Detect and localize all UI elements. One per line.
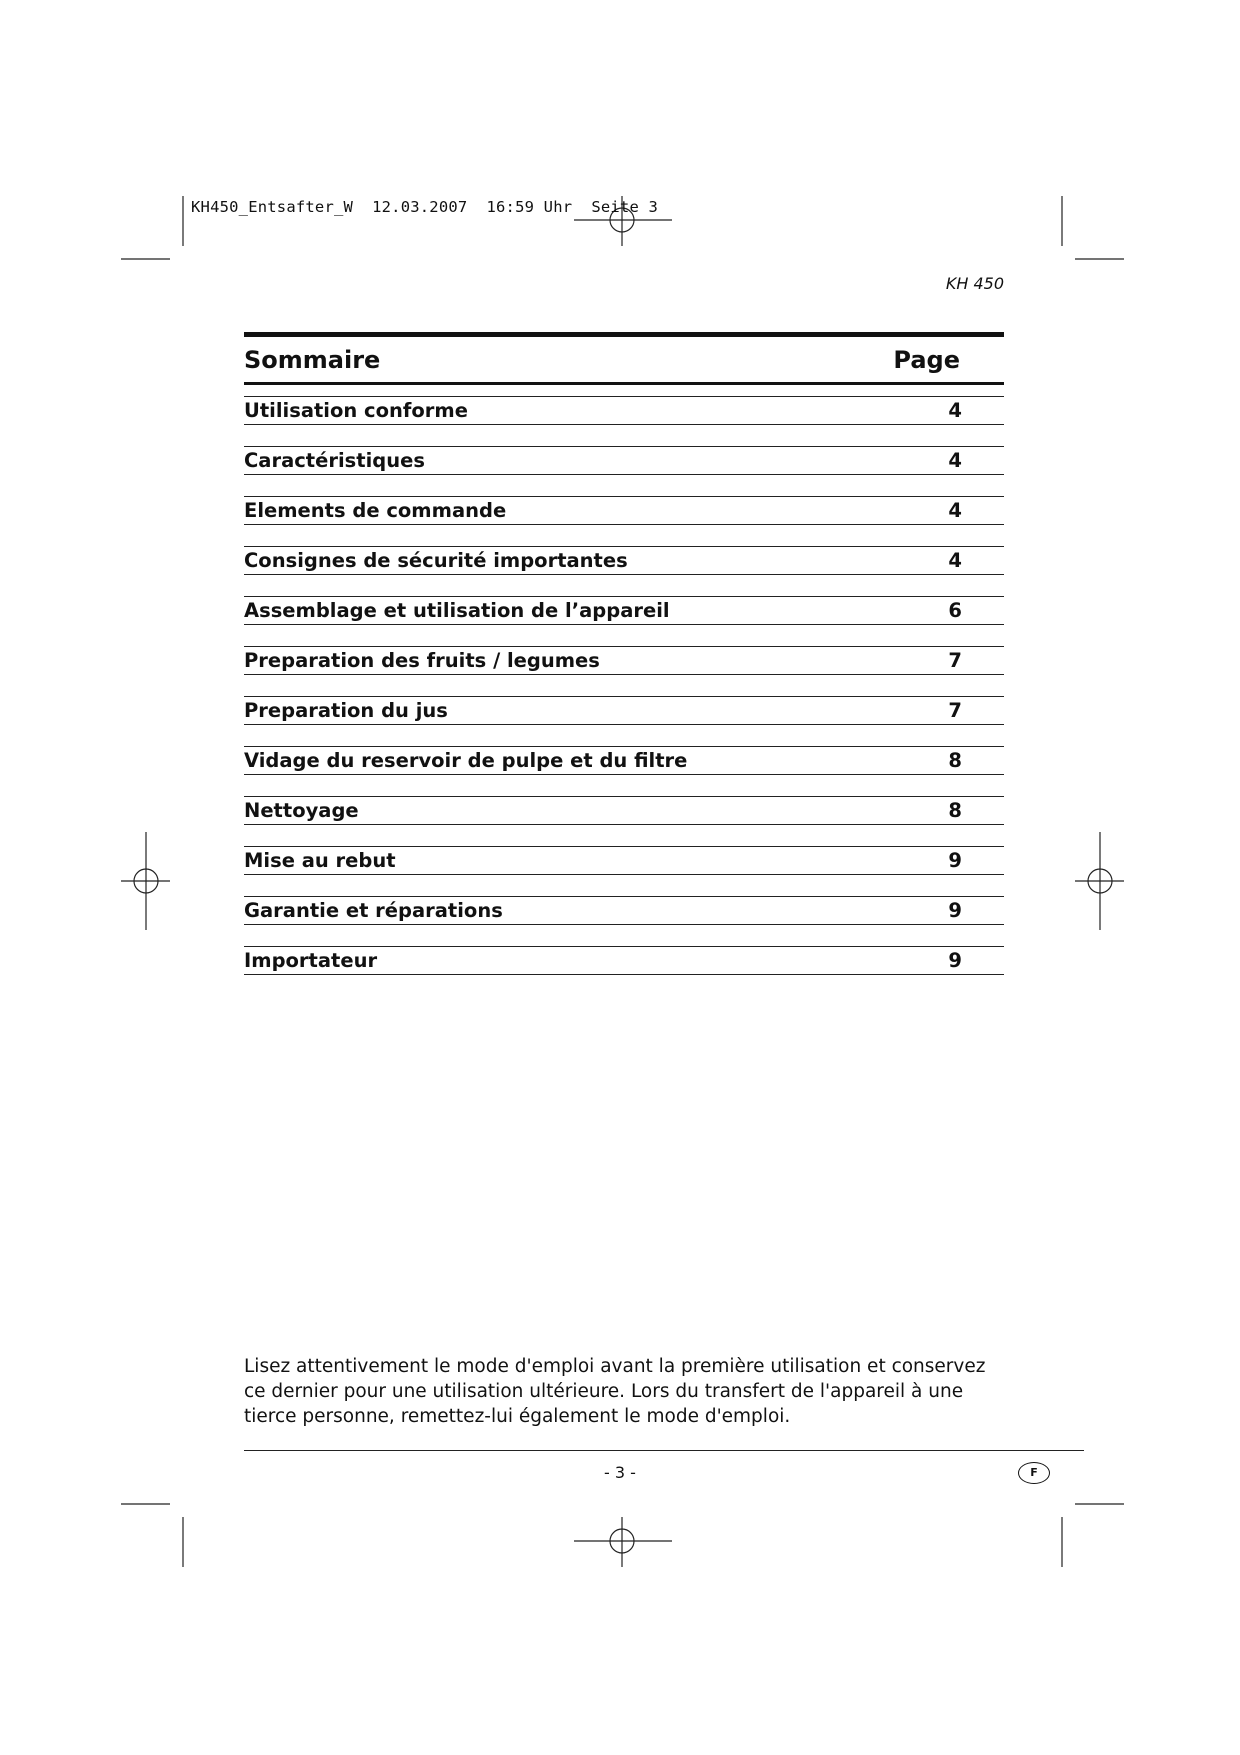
toc-entry [244,396,1004,425]
toc-entry-page: 7 [948,699,962,722]
toc-entry [244,796,1004,825]
toc-entry-title: Nettoyage [244,799,359,822]
toc-entry-title: Vidage du reservoir de pulpe et du filtre [244,749,688,772]
model-number: KH 450 [945,274,1004,293]
toc-entry-title: Preparation des fruits / legumes [244,649,600,672]
toc-entry-page: 9 [948,899,962,922]
toc-entry [244,896,1004,925]
toc-entry [244,446,1004,475]
toc-entry-title: Assemblage et utilisation de l’appareil [244,599,670,622]
toc-entry-page: 4 [948,549,962,572]
toc-entry-title: Consignes de sécurité importantes [244,549,628,572]
toc-entry [244,496,1004,525]
toc-entry [244,846,1004,875]
toc-entry [244,746,1004,775]
toc-header [244,337,1004,382]
usage-note: Lisez attentivement le mode d'emploi avant la première utilisation et conservez ce dernier pour une utilisation ultérieure. Lors du transfert de l'appareil à une tierce personne, remettez-lui également le mode d'emploi. [244,1356,986,1427]
toc-entry [244,946,1004,975]
toc-entry [244,696,1004,725]
page-number: - 3 - [604,1463,636,1482]
toc-entry-page: 6 [948,599,962,622]
print-slug: KH450_Entsafter_W 12.03.2007 16:59 Uhr Seite 3 [191,198,659,216]
toc-header-rule [244,382,1004,385]
toc-entry-page: 7 [948,649,962,672]
toc-entry-title: Garantie et réparations [244,899,503,922]
toc-entry-page: 8 [948,799,962,822]
toc-entry-page: 9 [948,949,962,972]
toc-entry-page: 4 [948,449,962,472]
toc-entry-title: Importateur [244,949,378,972]
toc-entry-page: 9 [948,849,962,872]
toc-entry-title: Preparation du jus [244,699,448,722]
toc-entry-title: Caractéristiques [244,449,425,472]
toc-title: Sommaire [244,345,381,374]
toc-entry-page: 4 [948,499,962,522]
footer-rule [244,1450,1084,1451]
toc-entry [244,546,1004,575]
language-badge: F [1018,1462,1050,1484]
toc-entry [244,596,1004,625]
toc-entry-title: Elements de commande [244,499,507,522]
toc-page-label: Page [893,345,960,374]
table-of-contents [244,332,1004,996]
toc-entry-title: Utilisation conforme [244,399,468,422]
toc-entry-page: 8 [948,749,962,772]
toc-entry-title: Mise au rebut [244,849,396,872]
toc-entry [244,646,1004,675]
toc-entry-page: 4 [948,399,962,422]
